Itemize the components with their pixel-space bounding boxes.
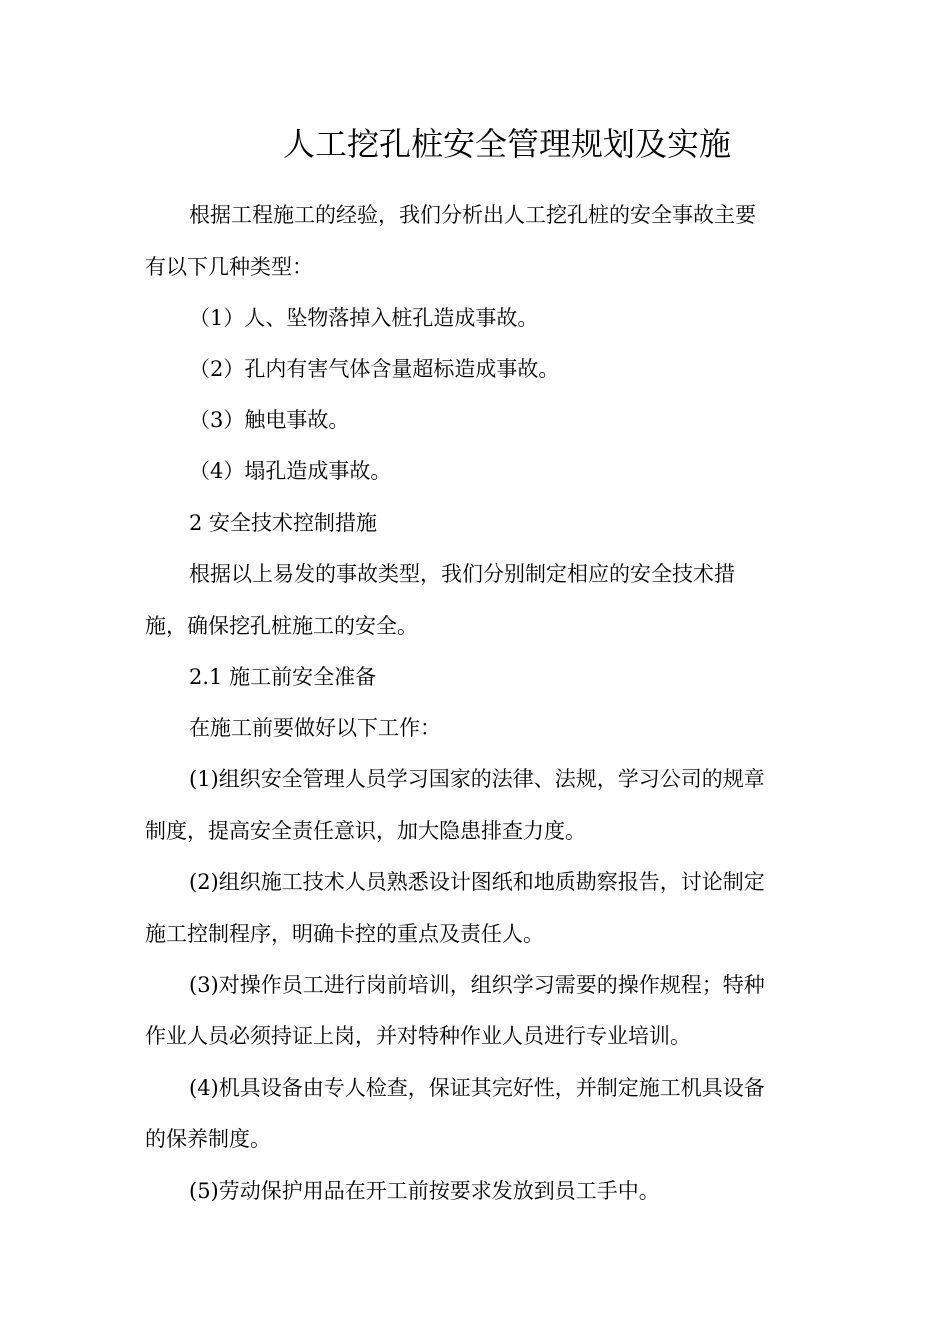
list-item: （3）触电事故。 — [189, 408, 350, 432]
paragraph-line: 的保养制度。 — [145, 1127, 271, 1151]
list-item: （1）人、坠物落掉入桩孔造成事故。 — [189, 306, 539, 330]
paragraph-line: 施工控制程序，明确卡控的重点及责任人。 — [145, 922, 544, 946]
list-item: （4）塌孔造成事故。 — [189, 459, 392, 483]
paragraph-line: (5)劳动保护用品在开工前按要求发放到员工手中。 — [189, 1179, 660, 1203]
paragraph-line: 有以下几种类型： — [145, 255, 313, 279]
paragraph-line: 根据工程施工的经验，我们分析出人工挖孔桩的安全事故主要 — [189, 203, 756, 227]
paragraph-line: 施，确保挖孔桩施工的安全。 — [145, 614, 418, 638]
section-heading: 2.1 施工前安全准备 — [189, 665, 377, 689]
list-item: （2）孔内有害气体含量超标造成事故。 — [189, 357, 560, 381]
document-title: 人工挖孔桩安全管理规划及实施 — [282, 125, 731, 163]
paragraph-line: (4)机具设备由专人检查，保证其完好性，并制定施工机具设备 — [189, 1076, 765, 1100]
paragraph-line: 作业人员必须持证上岗，并对特种作业人员进行专业培训。 — [145, 1024, 691, 1048]
paragraph-line: 根据以上易发的事故类型，我们分别制定相应的安全技术措 — [189, 562, 735, 586]
section-heading: 2 安全技术控制措施 — [189, 511, 378, 535]
paragraph-line: (2)组织施工技术人员熟悉设计图纸和地质勘察报告，讨论制定 — [189, 870, 765, 894]
paragraph-line: (1)组织安全管理人员学习国家的法律、法规，学习公司的规章 — [189, 767, 765, 791]
paragraph-line: (3)对操作员工进行岗前培训，组织学习需要的操作规程；特种 — [189, 973, 765, 997]
paragraph-line: 在施工前要做好以下工作： — [189, 716, 441, 740]
paragraph-line: 制度，提高安全责任意识，加大隐患排查力度。 — [145, 819, 586, 843]
